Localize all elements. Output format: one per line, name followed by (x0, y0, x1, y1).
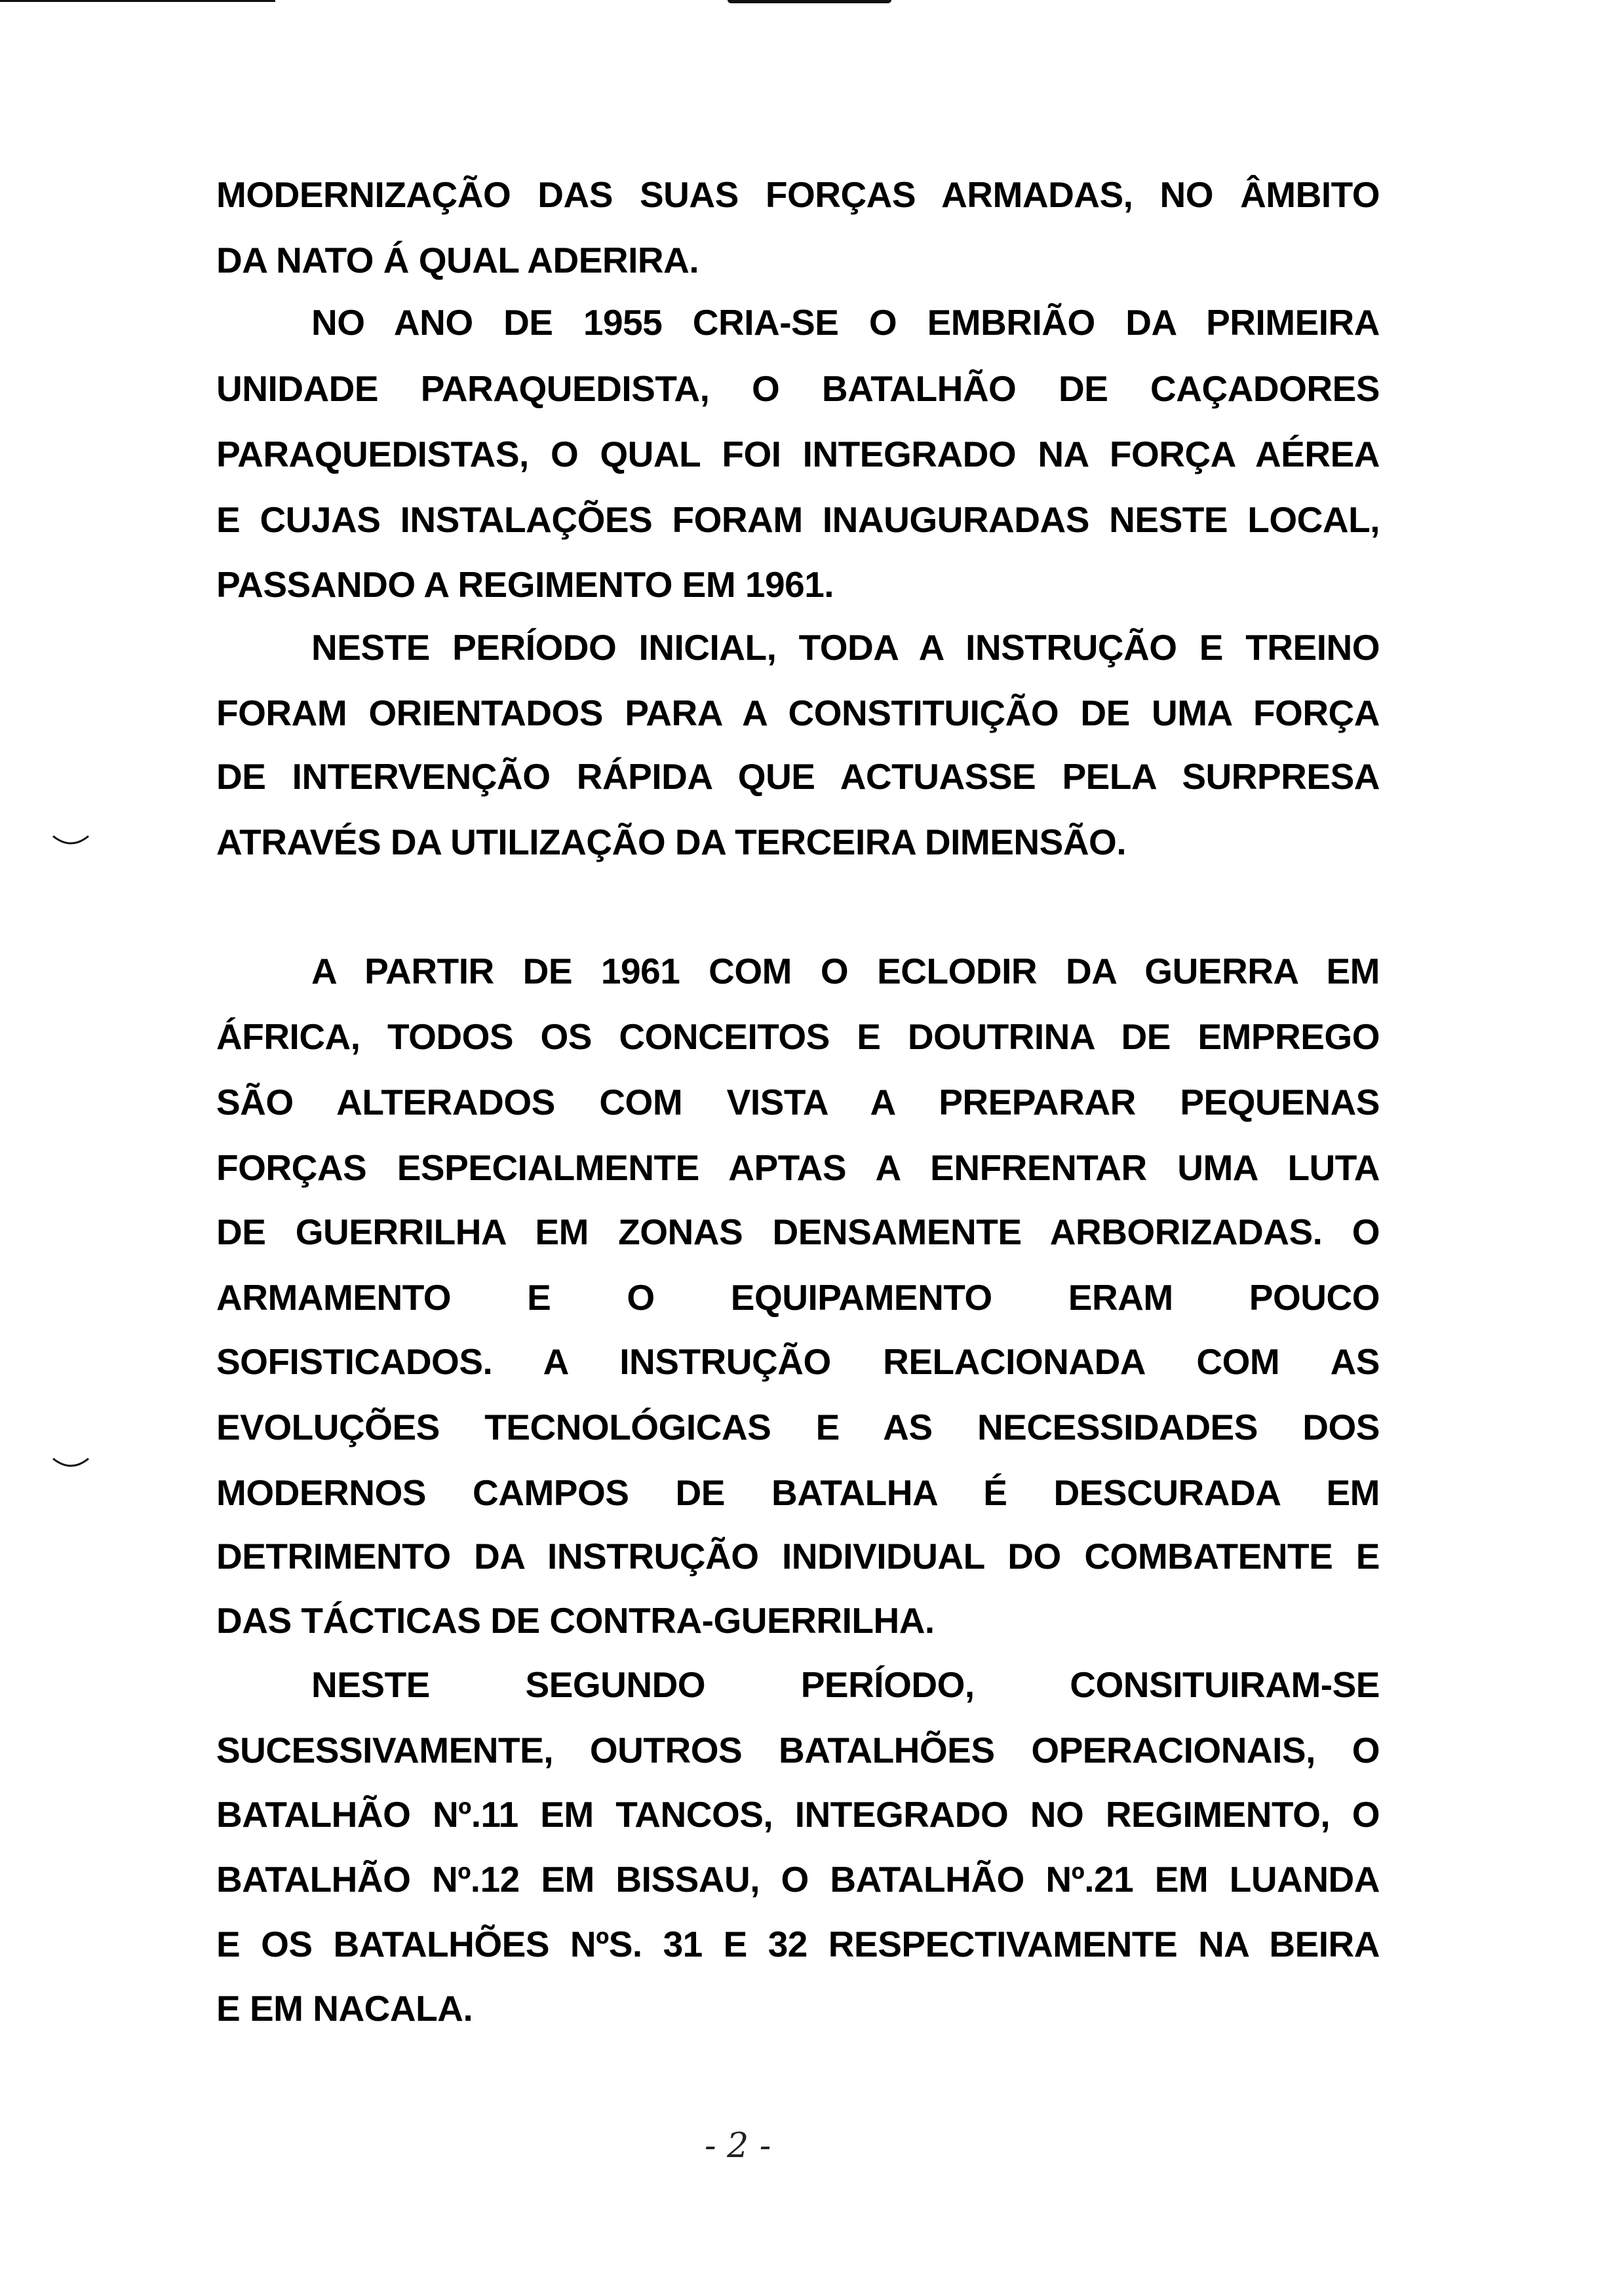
text-line: DA NATO Á QUAL ADERIRA. (216, 240, 699, 280)
text-line: BATALHÃO Nº.12 EM BISSAU, O BATALHÃO Nº.21 EM LUANDA (216, 1859, 1380, 1900)
text-line: NESTE SEGUNDO PERÍODO, CONSITUIRAM-SE (311, 1664, 1380, 1705)
text-line: DE INTERVENÇÃO RÁPIDA QUE ACTUASSE PELA SURPRESA (216, 756, 1380, 797)
text-line: E CUJAS INSTALAÇÕES FORAM INAUGURADAS NESTE LOCAL, (216, 499, 1380, 540)
text-line: SOFISTICADOS. A INSTRUÇÃO RELACIONADA COM AS (216, 1341, 1380, 1382)
text-line: EVOLUÇÕES TECNOLÓGICAS E AS NECESSIDADES DOS (216, 1407, 1380, 1447)
text-line: MODERNIZAÇÃO DAS SUAS FORÇAS ARMADAS, NO ÂMBITO (216, 174, 1380, 215)
body-text (216, 0, 1380, 2097)
text-line: FORAM ORIENTADOS PARA A CONSTITUIÇÃO DE UMA FORÇA (216, 693, 1380, 733)
text-line: DE GUERRILHA EM ZONAS DENSAMENTE ARBORIZADAS. O (216, 1212, 1380, 1252)
margin-tick-mark (51, 1455, 90, 1474)
text-line: BATALHÃO Nº.11 EM TANCOS, INTEGRADO NO REGIMENTO, O (216, 1794, 1380, 1835)
text-line: UNIDADE PARAQUEDISTA, O BATALHÃO DE CAÇADORES (216, 368, 1380, 409)
text-line: ÁFRICA, TODOS OS CONCEITOS E DOUTRINA DE EMPREGO (216, 1016, 1380, 1057)
text-line: DETRIMENTO DA INSTRUÇÃO INDIVIDUAL DO COMBATENTE E (216, 1536, 1380, 1577)
text-line: E OS BATALHÕES NºS. 31 E 32 RESPECTIVAMENTE NA BEIRA (216, 1924, 1380, 1964)
text-line: SUCESSIVAMENTE, OUTROS BATALHÕES OPERACIONAIS, O (216, 1730, 1380, 1770)
text-line: PASSANDO A REGIMENTO EM 1961. (216, 564, 834, 605)
text-line: MODERNOS CAMPOS DE BATALHA É DESCURADA EM (216, 1472, 1380, 1513)
text-line: SÃO ALTERADOS COM VISTA A PREPARAR PEQUENAS (216, 1082, 1380, 1122)
text-line: PARAQUEDISTAS, O QUAL FOI INTEGRADO NA FORÇA AÉREA (216, 434, 1380, 474)
text-line: ARMAMENTO E O EQUIPAMENTO ERAM POUCO (216, 1277, 1380, 1318)
margin-tick-mark (51, 832, 90, 852)
text-line: E EM NACALA. (216, 1988, 473, 2029)
text-line: NESTE PERÍODO INICIAL, TODA A INSTRUÇÃO E TREINO (311, 627, 1380, 668)
text-line: NO ANO DE 1955 CRIA-SE O EMBRIÃO DA PRIMEIRA (311, 302, 1380, 343)
text-line: ATRAVÉS DA UTILIZAÇÃO DA TERCEIRA DIMENSÃO. (216, 822, 1127, 862)
page-number: - 2 - (705, 2126, 771, 2166)
text-line: A PARTIR DE 1961 COM O ECLODIR DA GUERRA EM (311, 951, 1380, 991)
text-line: FORÇAS ESPECIALMENTE APTAS A ENFRENTAR UMA LUTA (216, 1147, 1380, 1188)
text-line: DAS TÁCTICAS DE CONTRA-GUERRILHA. (216, 1600, 935, 1641)
